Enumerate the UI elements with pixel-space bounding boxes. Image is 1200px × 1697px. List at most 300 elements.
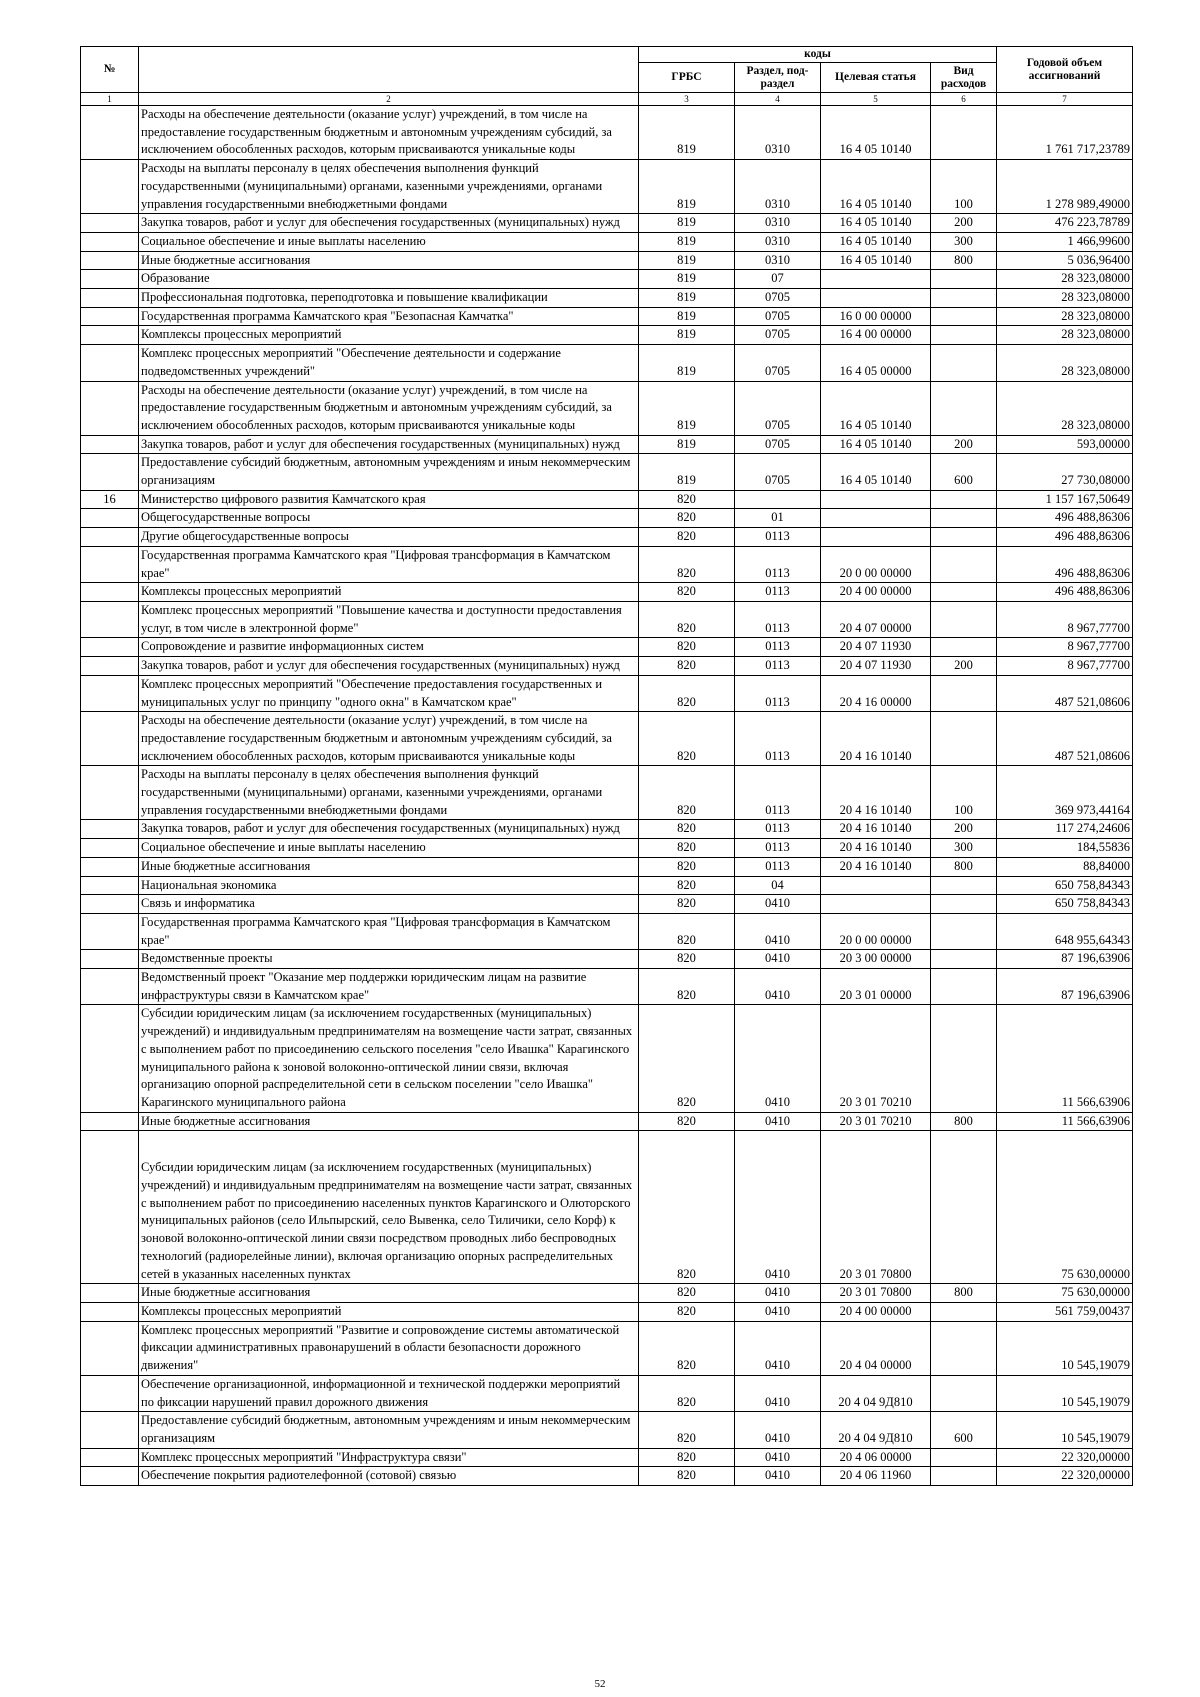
row-amount: 496 488,86306 [997,509,1133,528]
row-section: 0410 [735,969,821,1005]
row-target: 20 4 04 9Д810 [821,1412,931,1448]
row-section: 0310 [735,232,821,251]
table-row [81,601,1133,637]
header-codes: коды [639,47,997,63]
row-section: 0113 [735,638,821,657]
row-name: Ведомственные проекты [139,950,639,969]
table-row [81,583,1133,602]
header-target: Целевая статья [821,63,931,93]
row-target: 16 0 00 00000 [821,307,931,326]
row-name: Национальная экономика [139,876,639,895]
row-amount: 369 973,44164 [997,766,1133,820]
row-section: 0113 [735,857,821,876]
row-grbs: 820 [639,1412,735,1448]
table-row [81,1448,1133,1467]
row-vid [931,1303,997,1322]
row-section: 0410 [735,1284,821,1303]
row-amount: 496 488,86306 [997,546,1133,582]
row-section: 0113 [735,820,821,839]
row-number [81,381,139,435]
row-grbs: 820 [639,583,735,602]
table-row [81,766,1133,820]
row-amount: 28 323,08000 [997,270,1133,289]
row-amount: 117 274,24606 [997,820,1133,839]
row-vid [931,326,997,345]
row-section: 0310 [735,214,821,233]
row-name: Государственная программа Камчатского края "Безопасная Камчатка" [139,307,639,326]
table-row [81,251,1133,270]
row-section: 0705 [735,307,821,326]
row-grbs: 820 [639,1321,735,1375]
row-section: 04 [735,876,821,895]
row-name: Сопровождение и развитие информационных систем [139,638,639,657]
row-section: 0410 [735,1321,821,1375]
row-grbs: 820 [639,528,735,547]
row-name: Расходы на обеспечение деятельности (оказание услуг) учреждений, в том числе на предоставление государственным бюджетным и автономным учреждениям субсидий, за исключением обособленных расходов, которым присваиваются уникальные коды [139,381,639,435]
row-grbs: 820 [639,509,735,528]
row-section: 0113 [735,712,821,766]
row-section: 0410 [735,1112,821,1131]
row-number [81,326,139,345]
row-number [81,638,139,657]
row-number [81,712,139,766]
row-number [81,1005,139,1112]
row-vid [931,307,997,326]
row-name: Закупка товаров, работ и услуг для обеспечения государственных (муниципальных) нужд [139,657,639,676]
row-number [81,1112,139,1131]
row-amount: 487 521,08606 [997,712,1133,766]
row-grbs: 819 [639,454,735,490]
row-vid [931,913,997,949]
row-section: 0705 [735,454,821,490]
row-name: Общегосударственные вопросы [139,509,639,528]
row-target: 16 4 05 10140 [821,454,931,490]
row-amount: 27 730,08000 [997,454,1133,490]
row-target [821,876,931,895]
row-name: Профессиональная подготовка, переподготовка и повышение квалификации [139,289,639,308]
row-target: 16 4 05 00000 [821,345,931,381]
row-grbs: 820 [639,1303,735,1322]
row-target: 20 3 01 70210 [821,1112,931,1131]
table-row [81,1131,1133,1284]
row-grbs: 819 [639,214,735,233]
row-section: 0410 [735,1448,821,1467]
row-vid: 600 [931,454,997,490]
row-number [81,583,139,602]
row-grbs: 820 [639,490,735,509]
header-colnum: 3 [639,93,735,106]
row-target: 16 4 05 10140 [821,381,931,435]
row-name: Расходы на выплаты персоналу в целях обеспечения выполнения функций государственными (муниципальными) органами, казенными учреждениями, органами управления государственными внебюджетными фондами [139,766,639,820]
row-target: 20 4 07 11930 [821,638,931,657]
table-row [81,160,1133,214]
table-row [81,326,1133,345]
row-target: 16 4 05 10140 [821,251,931,270]
row-name: Иные бюджетные ассигнования [139,1112,639,1131]
row-vid [931,969,997,1005]
table-row [81,1412,1133,1448]
header-amount: Годовой объем ассигнований [997,47,1133,93]
row-amount: 75 630,00000 [997,1131,1133,1284]
row-target: 16 4 05 10140 [821,435,931,454]
row-grbs: 819 [639,326,735,345]
row-section: 0113 [735,546,821,582]
row-amount: 1 278 989,49000 [997,160,1133,214]
row-vid [931,546,997,582]
row-number [81,307,139,326]
row-section: 0113 [735,839,821,858]
row-number [81,857,139,876]
header-grbs: ГРБС [639,63,735,93]
row-vid [931,675,997,711]
row-amount: 487 521,08606 [997,675,1133,711]
table-row [81,839,1133,858]
row-number [81,820,139,839]
table-body [81,106,1133,1486]
row-name: Социальное обеспечение и иные выплаты населению [139,839,639,858]
header-colnum: 5 [821,93,931,106]
row-vid [931,950,997,969]
row-number [81,1412,139,1448]
table-row [81,712,1133,766]
table-row [81,638,1133,657]
row-amount: 10 545,19079 [997,1375,1133,1411]
row-grbs: 819 [639,307,735,326]
row-grbs: 819 [639,435,735,454]
row-name: Комплекс процессных мероприятий "Развитие и сопровождение системы автоматической фиксации административных правонарушений в области безопасности дорожного движения" [139,1321,639,1375]
row-name: Комплекс процессных мероприятий "Повышение качества и доступности предоставления услуг, в том числе в электронной форме" [139,601,639,637]
row-grbs: 820 [639,839,735,858]
row-number [81,232,139,251]
table-row [81,1321,1133,1375]
row-grbs: 820 [639,638,735,657]
row-section: 0410 [735,895,821,914]
row-name: Субсидии юридическим лицам (за исключением государственных (муниципальных) учреждений) и индивидуальным предпринимателям на возмещение части затрат, связанных с выполнением работ по присоединению сельского поселения "село Ивашка" Карагинского муниципального района к зоновой волоконно-оптической линии связи, включая организацию опорной распределительной сети в сельском поселении "село Ивашка" Карагинского муниципального района [139,1005,639,1112]
row-amount: 1 466,99600 [997,232,1133,251]
row-section: 0705 [735,289,821,308]
table-row [81,454,1133,490]
row-name: Министерство цифрового развития Камчатского края [139,490,639,509]
row-vid [931,876,997,895]
row-target [821,270,931,289]
row-amount: 496 488,86306 [997,528,1133,547]
row-name: Комплексы процессных мероприятий [139,583,639,602]
table-row [81,289,1133,308]
row-grbs: 819 [639,251,735,270]
row-amount: 22 320,00000 [997,1467,1133,1486]
row-section: 01 [735,509,821,528]
row-number [81,214,139,233]
row-vid [931,638,997,657]
row-grbs: 820 [639,766,735,820]
row-grbs: 820 [639,1467,735,1486]
row-number [81,1448,139,1467]
header-name [139,47,639,93]
row-grbs: 819 [639,106,735,160]
row-vid [931,509,997,528]
row-target: 20 0 00 00000 [821,546,931,582]
table-row [81,820,1133,839]
row-grbs: 819 [639,345,735,381]
row-name: Субсидии юридическим лицам (за исключением государственных (муниципальных) учреждений) и индивидуальным предпринимателям на возмещение части затрат, связанных с выполнением работ по присоединению населенных пунктов Карагинского и Олюторского муниципальных районов (село Ильпырский, село Вывенка, село Тиличики, село Корф) к зоновой волоконно-оптической линии связи посредством проводных либо беспроводных технологий (радиорелейные линии), включая организацию опорных распределительных сетей в указанных населенных пунктах [139,1131,639,1284]
table-row [81,1284,1133,1303]
row-name: Закупка товаров, работ и услуг для обеспечения государственных (муниципальных) нужд [139,435,639,454]
row-vid: 100 [931,766,997,820]
row-name: Комплекс процессных мероприятий "Обеспечение деятельности и содержание подведомственных учреждений" [139,345,639,381]
header-colnum: 6 [931,93,997,106]
row-vid: 600 [931,1412,997,1448]
row-section: 0705 [735,435,821,454]
row-number [81,454,139,490]
row-section: 0705 [735,326,821,345]
row-target: 20 4 16 10140 [821,820,931,839]
row-section: 0113 [735,583,821,602]
row-amount: 476 223,78789 [997,214,1133,233]
row-name: Закупка товаров, работ и услуг для обеспечения государственных (муниципальных) нужд [139,214,639,233]
row-number [81,675,139,711]
row-vid [931,583,997,602]
row-amount: 75 630,00000 [997,1284,1133,1303]
row-name: Комплекс процессных мероприятий "Обеспечение предоставления государственных и муниципальных услуг по принципу "одного окна" в Камчатском крае" [139,675,639,711]
row-name: Обеспечение покрытия радиотелефонной (сотовой) связью [139,1467,639,1486]
row-name: Связь и информатика [139,895,639,914]
row-number [81,601,139,637]
row-target: 20 3 01 00000 [821,969,931,1005]
row-section: 0113 [735,601,821,637]
row-grbs: 820 [639,820,735,839]
header-section: Раздел, под-раздел [735,63,821,93]
row-vid: 200 [931,214,997,233]
table-row [81,381,1133,435]
row-section: 0310 [735,251,821,270]
row-grbs: 820 [639,1448,735,1467]
row-name: Иные бюджетные ассигнования [139,251,639,270]
row-amount: 650 758,84343 [997,876,1133,895]
row-vid [931,712,997,766]
row-target [821,509,931,528]
header-vid: Вид расходов [931,63,997,93]
row-target: 20 4 16 00000 [821,675,931,711]
row-grbs: 820 [639,1284,735,1303]
row-grbs: 819 [639,232,735,251]
row-number [81,1375,139,1411]
row-grbs: 820 [639,1112,735,1131]
row-vid [931,1448,997,1467]
table-row [81,1467,1133,1486]
row-name: Предоставление субсидий бюджетным, автономным учреждениям и иным некоммерческим организациям [139,1412,639,1448]
row-grbs: 820 [639,546,735,582]
header-number: № [81,47,139,93]
row-number [81,435,139,454]
table-row [81,490,1133,509]
row-number [81,1321,139,1375]
row-target: 20 4 07 00000 [821,601,931,637]
row-number [81,509,139,528]
row-number [81,969,139,1005]
row-vid [931,1467,997,1486]
row-vid: 300 [931,839,997,858]
row-vid: 100 [931,160,997,214]
row-grbs: 819 [639,270,735,289]
row-amount: 648 955,64343 [997,913,1133,949]
row-vid [931,528,997,547]
header-colnum: 4 [735,93,821,106]
table-row [81,307,1133,326]
row-vid [931,1131,997,1284]
table-row [81,857,1133,876]
row-amount: 11 566,63906 [997,1112,1133,1131]
row-target: 20 4 04 9Д810 [821,1375,931,1411]
row-grbs: 819 [639,289,735,308]
table-row [81,1005,1133,1112]
row-name: Ведомственный проект "Оказание мер поддержки юридическим лицам на развитие инфраструктуры связи в Камчатском крае" [139,969,639,1005]
row-target: 20 3 01 70800 [821,1284,931,1303]
table-row [81,1112,1133,1131]
row-target: 20 4 06 00000 [821,1448,931,1467]
row-target: 20 4 16 10140 [821,839,931,858]
row-amount: 650 758,84343 [997,895,1133,914]
table-row [81,657,1133,676]
row-grbs: 820 [639,913,735,949]
table-row [81,913,1133,949]
row-amount: 28 323,08000 [997,381,1133,435]
table-row [81,509,1133,528]
row-grbs: 820 [639,657,735,676]
row-vid [931,490,997,509]
row-section: 0705 [735,381,821,435]
row-section: 0410 [735,1005,821,1112]
row-number [81,1467,139,1486]
table-row [81,546,1133,582]
row-target: 20 4 16 10140 [821,712,931,766]
row-section: 0310 [735,106,821,160]
row-vid [931,1375,997,1411]
row-vid [931,345,997,381]
row-number [81,528,139,547]
row-grbs: 819 [639,160,735,214]
table-row [81,270,1133,289]
row-section: 0410 [735,1375,821,1411]
row-amount: 87 196,63906 [997,969,1133,1005]
row-number [81,270,139,289]
row-number [81,106,139,160]
row-number [81,950,139,969]
table-row [81,950,1133,969]
row-amount: 8 967,77700 [997,638,1133,657]
row-vid [931,1321,997,1375]
row-vid: 200 [931,657,997,676]
row-section: 0113 [735,675,821,711]
row-section: 0113 [735,766,821,820]
row-number [81,251,139,270]
row-amount: 1 157 167,50649 [997,490,1133,509]
row-grbs: 819 [639,381,735,435]
table-row [81,232,1133,251]
row-number [81,913,139,949]
table-row [81,895,1133,914]
row-vid [931,106,997,160]
table-row [81,876,1133,895]
row-amount: 561 759,00437 [997,1303,1133,1322]
table-row [81,675,1133,711]
row-name: Предоставление субсидий бюджетным, автономным учреждениям и иным некоммерческим организациям [139,454,639,490]
row-vid [931,895,997,914]
row-vid: 800 [931,251,997,270]
row-number [81,766,139,820]
row-name: Комплексы процессных мероприятий [139,326,639,345]
row-target: 20 4 00 00000 [821,1303,931,1322]
row-grbs: 820 [639,895,735,914]
row-vid: 200 [931,435,997,454]
table-row [81,106,1133,160]
row-amount: 87 196,63906 [997,950,1133,969]
row-section: 0410 [735,1412,821,1448]
row-number [81,1303,139,1322]
row-amount: 28 323,08000 [997,345,1133,381]
row-vid: 800 [931,1284,997,1303]
row-name: Расходы на выплаты персоналу в целях обеспечения выполнения функций государственными (муниципальными) органами, казенными учреждениями, органами управления государственными внебюджетными фондами [139,160,639,214]
table-header [81,47,1133,106]
header-colnum: 2 [139,93,639,106]
row-target: 20 4 16 10140 [821,766,931,820]
row-amount: 8 967,77700 [997,657,1133,676]
row-name: Образование [139,270,639,289]
row-vid [931,270,997,289]
row-target: 16 4 05 10140 [821,232,931,251]
row-vid: 800 [931,857,997,876]
row-target: 16 4 05 10140 [821,106,931,160]
row-section: 0410 [735,1131,821,1284]
row-amount: 593,00000 [997,435,1133,454]
page-number: 52 [594,1678,606,1690]
row-name: Расходы на обеспечение деятельности (оказание услуг) учреждений, в том числе на предоставление государственным бюджетным и автономным учреждениям субсидий, за исключением обособленных расходов, которым присваиваются уникальные коды [139,106,639,160]
row-name: Иные бюджетные ассигнования [139,1284,639,1303]
row-number [81,1131,139,1284]
row-number [81,657,139,676]
row-target: 20 4 04 00000 [821,1321,931,1375]
row-name: Социальное обеспечение и иные выплаты населению [139,232,639,251]
row-grbs: 820 [639,876,735,895]
row-number [81,839,139,858]
row-vid [931,381,997,435]
row-vid [931,601,997,637]
row-target [821,528,931,547]
row-name: Другие общегосударственные вопросы [139,528,639,547]
row-section: 07 [735,270,821,289]
row-section: 0410 [735,1467,821,1486]
row-vid: 800 [931,1112,997,1131]
table-row [81,528,1133,547]
row-number [81,345,139,381]
row-target: 20 3 01 70210 [821,1005,931,1112]
row-target: 16 4 05 10140 [821,160,931,214]
row-vid: 200 [931,820,997,839]
row-amount: 28 323,08000 [997,289,1133,308]
row-vid [931,1005,997,1112]
row-name: Обеспечение организационной, информационной и технической поддержки мероприятий по фиксации нарушений правил дорожного движения [139,1375,639,1411]
row-number: 16 [81,490,139,509]
row-section: 0310 [735,160,821,214]
row-amount: 28 323,08000 [997,307,1133,326]
row-section: 0113 [735,657,821,676]
table-row [81,1375,1133,1411]
row-name: Закупка товаров, работ и услуг для обеспечения государственных (муниципальных) нужд [139,820,639,839]
header-colnum: 7 [997,93,1133,106]
row-amount: 10 545,19079 [997,1412,1133,1448]
row-name: Государственная программа Камчатского края "Цифровая трансформация в Камчатском крае" [139,913,639,949]
row-amount: 5 036,96400 [997,251,1133,270]
row-amount: 11 566,63906 [997,1005,1133,1112]
